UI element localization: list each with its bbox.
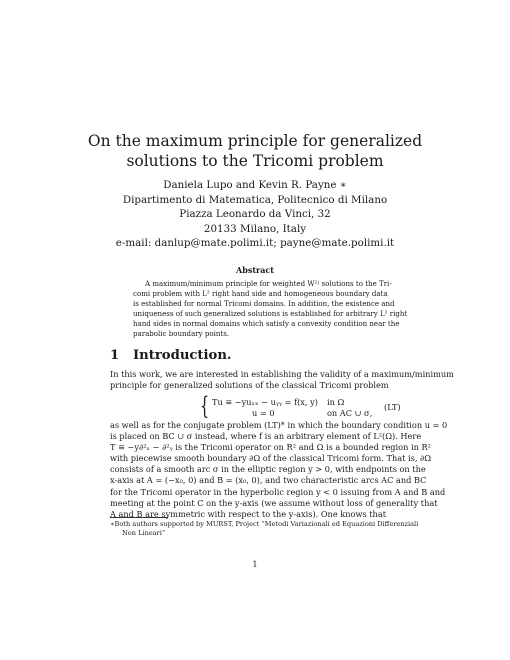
- body-line: meeting at the point C on the y-axis (we assume without loss of generality that: [110, 497, 438, 508]
- section-title: Introduction.: [133, 348, 232, 363]
- body-line: for the Tricomi operator in the hyperbolic region y < 0 issuing from A and B and: [110, 486, 446, 497]
- section-heading: [110, 348, 232, 363]
- abstract-line: parabolic boundary points.: [133, 329, 230, 338]
- body-line: T ≡ −y∂²ₓ − ∂²ᵧ is the Tricomi operator on R² and Ω is a bounded region in R²: [110, 442, 431, 453]
- equation-line-2: u = 0: [252, 408, 275, 418]
- author-department: Dipartimento di Matematica, Politecnico di Milano: [122, 193, 388, 206]
- body-line: as well as for the conjugate problem (LT)* in which the boundary condition u = 0: [110, 420, 448, 430]
- abstract-line: is established for normal Tricomi domains. In addition, the existence and: [133, 299, 395, 308]
- equation-domain-1: in Ω: [327, 397, 345, 407]
- abstract-line: comi problem with L² right hand side and homogeneous boundary data: [133, 289, 388, 298]
- title-line-1: On the maximum principle for generalized: [87, 132, 423, 150]
- author-street: Piazza Leonardo da Vinci, 32: [179, 208, 331, 221]
- equation-brace: {: [200, 392, 210, 420]
- abstract-body: [133, 279, 408, 339]
- footnote-line-2: Non Lineari”: [122, 528, 166, 537]
- body-line: principle for generalized solutions of the classical Tricomi problem: [110, 380, 389, 391]
- equation-line-1: Tu ≡ −yuₓₓ − uᵧᵧ = f(x, y): [212, 397, 318, 407]
- abstract-line: uniqueness of such generalized solutions is established for arbitrary L² right: [133, 309, 408, 318]
- footnote-line-1: ∗Both authors supported by MURST, Project “Metodi Variazionali ed Equazioni Differenziali: [110, 520, 419, 528]
- intro-paragraph: [110, 369, 454, 391]
- abstract-line: hand sides in normal domains which satisfy a convexity condition near the: [133, 319, 400, 328]
- body-line: is placed on BC ∪ σ instead, where f is an arbitrary element of L²(Ω). Here: [110, 431, 422, 442]
- title-line-2: solutions to the Tricomi problem: [126, 152, 384, 170]
- section-number: 1: [110, 348, 120, 363]
- body-line: In this work, we are interested in establishing the validity of a maximum/minimum: [110, 369, 454, 379]
- main-paragraph: [110, 420, 448, 520]
- author-city: 20133 Milano, Italy: [203, 222, 307, 235]
- body-line: consists of a smooth arc σ in the elliptic region y > 0, with endpoints on the: [110, 464, 426, 475]
- author-block: [60, 178, 450, 251]
- abstract-heading: Abstract: [236, 265, 274, 275]
- author-email: e-mail: danlup@mate.polimi.it; payne@mate.polimi.it: [115, 237, 395, 250]
- abstract-line: A maximum/minimum principle for weighted W¹ʲ solutions to the Tri-: [145, 279, 392, 288]
- author-names: Daniela Lupo and Kevin R. Payne ∗: [163, 179, 347, 191]
- body-line: x-axis at A = (−x₀, 0) and B = (x₀, 0), and two characteristic arcs AC and BC: [110, 475, 427, 486]
- footnote: [110, 520, 419, 538]
- body-line: with piecewise smooth boundary ∂Ω of the classical Tricomi form. That is, ∂Ω: [110, 453, 432, 464]
- paper-title: [60, 131, 450, 171]
- equation-tag: (LT): [384, 402, 401, 412]
- page-number: 1: [252, 559, 258, 569]
- footnote-rule: [110, 517, 168, 518]
- body-line: A and B are symmetric with respect to the y-axis). One knows that: [110, 508, 386, 519]
- equation-domain-2: on AC ∪ σ,: [327, 408, 373, 418]
